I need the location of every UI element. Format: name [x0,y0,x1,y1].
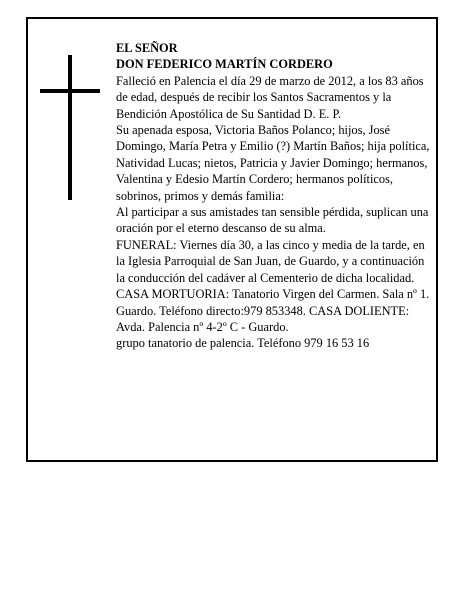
funeral-details: FUNERAL: Viernes día 30, a las cinco y media de la tarde, en la Iglesia Parroquial de San Juan, de Guardo, y a continuación la conducción del cadáver al Cementerio de dicha localidad. [116,237,425,285]
prayer-request: Al participar a sus amistades tan sensible pérdida, suplican una oración por el eterno descanso de su alma. [116,205,429,236]
funeral-home-contact: grupo tanatorio de palencia. Teléfono 979 16 53 16 [116,336,370,351]
death-announcement: Falleció en Palencia el día 29 de marzo de 2012, a los 83 años de edad, después de recibir los Santos Sacramentos y la Bendición Apostólica de Su Santidad D. E. P. [116,73,424,121]
heading-title: EL SEÑOR [116,41,178,55]
mortuary-details: CASA MORTUORIA: Tanatorio Virgen del Carmen. Sala nº 1. Guardo. Teléfono directo:979 853348. CASA DOLIENTE: Avda. Palencia nº 4-2º C - Guardo. [116,287,430,334]
deceased-name: DON FEDERICO MARTÍN CORDERO [116,57,333,72]
obituary-text [116,40,430,352]
obituary-frame [26,17,438,462]
cross-icon [40,55,100,200]
cross-horizontal-bar [40,89,100,93]
family-list: Su apenada esposa, Victoria Baños Polanco; hijos, José Domingo, María Petra y Emilio (?) Martín Baños; hija política, Natividad Lucas; nietos, Patricia y Javier Domingo; hermanos, Valentina y Edesio Martín Cordero; hermanos políticos, sobrinos, primos y demás familia: [116,123,430,203]
cross-vertical-bar [68,55,72,200]
